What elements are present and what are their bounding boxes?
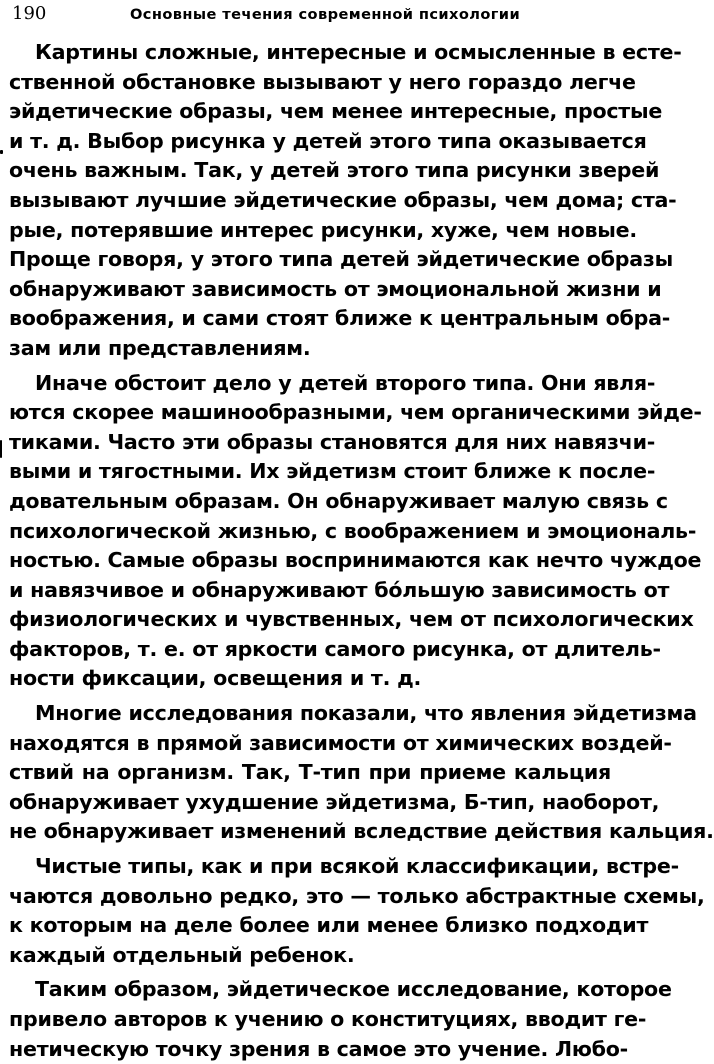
text-line: выми и тягостными. Их эйдетизм стоит ближе к после- <box>9 459 656 484</box>
text-line: и навязчивое и обнаруживают бо́льшую зависимость от <box>9 577 670 602</box>
text-line: рые, потерявшие интерес рисунки, хуже, чем новые. <box>9 217 637 242</box>
text-line: ственной обстановке вызывают у него гораздо легче <box>9 69 636 94</box>
text-line: ности фиксации, освещения и т. д. <box>9 666 422 691</box>
text-line: не обнаруживает изменений вследствие действия кальция. <box>9 819 714 844</box>
text-line: зам или представлениям. <box>9 335 311 360</box>
page-header <box>12 3 610 29</box>
paragraph <box>9 699 714 847</box>
text-line: тиками. Часто эти образы становятся для них навязчи- <box>9 429 656 454</box>
paragraph <box>9 369 702 695</box>
text-line: Иначе обстоит дело у детей второго типа. Они явля- <box>35 370 656 395</box>
page-number: 190 <box>12 3 47 24</box>
text-line: Картины сложные, интересные и осмысленные в есте- <box>35 40 682 64</box>
text-line: ются скорее машинообразными, чем органическими эйде- <box>9 400 702 425</box>
text-line: находятся в прямой зависимости от химических воздей- <box>9 730 672 755</box>
text-line: к которым на деле более или менее близко подходит <box>9 913 649 938</box>
text-line: Многие исследования показали, что явления эйдетизма <box>35 701 697 726</box>
running-title: Основные течения современной психологии <box>130 6 521 23</box>
paragraph <box>9 975 672 1064</box>
text-line: очень важным. Так, у детей этого типа рисунки зверей <box>9 158 660 183</box>
text-line: каждый отдельный ребенок. <box>9 942 355 967</box>
margin-speck <box>0 150 3 154</box>
text-line: довательным образам. Он обнаруживает малую связь с <box>9 488 668 513</box>
text-line: ностью. Самые образы воспринимаются как нечто чуждое <box>9 548 702 573</box>
text-line: эйдетические образы, чем менее интересные, простые <box>9 99 663 124</box>
body-text <box>9 38 714 1064</box>
paragraph <box>9 38 682 364</box>
text-line: факторов, т. е. от яркости самого рисунка, от длитель- <box>9 636 661 661</box>
text-line: воображения, и сами стоят ближе к центральным обра- <box>9 306 671 331</box>
text-line: обнаруживает ухудшение эйдетизма, Б-тип, наоборот, <box>9 789 660 814</box>
text-line: обнаруживают зависимость от эмоциональной жизни и <box>9 276 662 301</box>
text-line: физиологических и чувственных, чем от психологических <box>9 607 694 632</box>
text-line: Таким образом, эйдетическое исследование, которое <box>35 977 672 1002</box>
text-line: нетическую точку зрения в самое это учение. Любо- <box>9 1036 628 1061</box>
text-line: психологической жизнью, с воображением и эмоциональ- <box>9 518 697 543</box>
text-line: ствий на организм. Так, Т-тип при приеме кальция <box>9 760 611 785</box>
text-line: чаются довольно редко, это — только абстрактные схемы, <box>9 883 705 908</box>
text-line: Чистые типы, как и при всякой классификации, встре- <box>35 854 679 879</box>
text-line: привело авторов к учению о конституциях, вводит ге- <box>9 1007 647 1031</box>
margin-speck <box>0 440 2 458</box>
text-line: вызывают лучшие эйдетические образы, чем дома; ста- <box>9 187 677 212</box>
text-line: Проще говоря, у этого типа детей эйдетические образы <box>9 247 674 272</box>
paragraph <box>9 852 705 970</box>
text-line: и т. д. Выбор рисунка у детей этого типа оказывается <box>9 128 647 153</box>
